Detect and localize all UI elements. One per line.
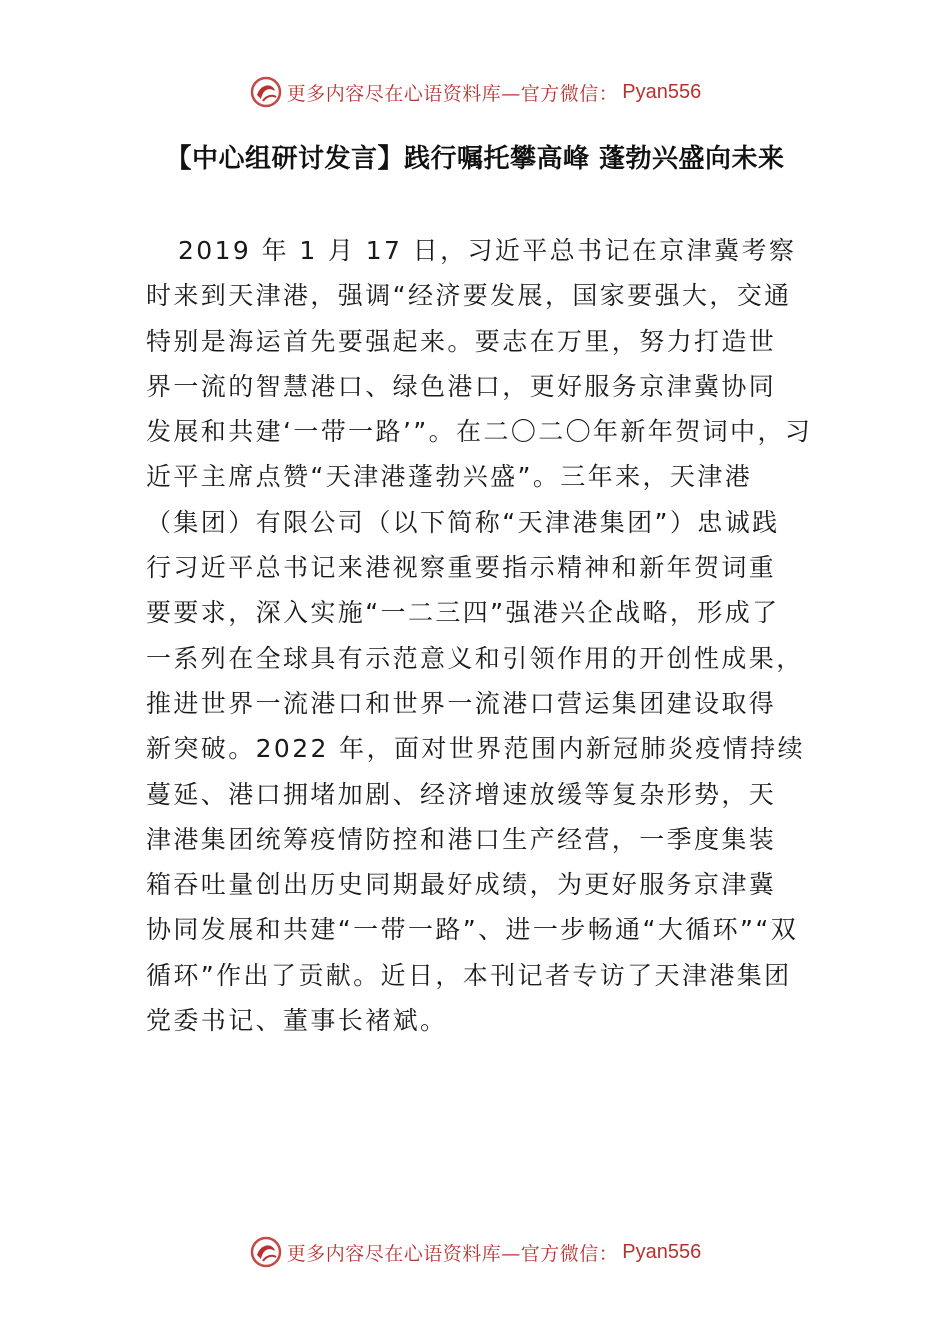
- footer-wechat-id: Pyan556: [622, 1240, 702, 1263]
- footer-brand: [249, 1235, 701, 1269]
- paragraph-line: 推进世界一流港口和世界一流港口营运集团建设取得: [146, 688, 777, 718]
- paragraph-line: 一系列在全球具有示范意义和引领作用的开创性成果，: [146, 643, 804, 673]
- paragraph-line: 特别是海运首先要强起来。要志在万里，努力打造世: [146, 326, 777, 356]
- page-footer: [0, 1232, 950, 1272]
- document-title: 【中心组研讨发言】践行嘱托攀高峰 蓬勃兴盛向未来: [165, 144, 785, 174]
- document-body: [146, 228, 813, 1043]
- paragraph-line: （集团）有限公司（以下简称“天津港集团”）忠诚践: [146, 507, 780, 537]
- paragraph-line: 要要求，深入实施“一二三四”强港兴企战略，形成了: [146, 598, 780, 628]
- paragraph-line: 循环”作出了贡献。近日，本刊记者专访了天津港集团: [146, 960, 792, 990]
- paragraph-line: 蔓延、港口拥堵加剧、经济增速放缓等复杂形势，天: [146, 779, 777, 809]
- paragraph-line: 行习近平总书记来港视察重要指示精神和新年贺词重: [146, 553, 777, 583]
- red-swirl-logo-icon: [249, 1235, 283, 1269]
- red-swirl-logo-icon: [249, 75, 283, 109]
- paragraph-line: 界一流的智慧港口、绿色港口，更好服务京津冀协同: [146, 371, 777, 401]
- page-header: [0, 72, 950, 112]
- paragraph-line: 时来到天津港，强调“经济要发展，国家要强大，交通: [146, 281, 792, 311]
- paragraph-line: 新突破。2022 年，面对世界范围内新冠肺炎疫情持续: [146, 734, 805, 764]
- paragraph-line: 发展和共建‘一带一路’”。在二〇二〇年新年贺词中，习: [146, 417, 813, 447]
- footer-brand-text: 更多内容尽在心语资料库—官方微信：: [286, 1242, 619, 1265]
- paragraph-line: 箱吞吐量创出历史同期最好成绩，为更好服务京津冀: [146, 870, 777, 900]
- header-brand: [249, 75, 701, 109]
- paragraph-line: 津港集团统筹疫情防控和港口生产经营，一季度集装: [146, 824, 777, 854]
- paragraph-line: 党委书记、董事长褚斌。: [146, 1006, 448, 1036]
- paragraph-line: 协同发展和共建“一带一路”、进一步畅通“大循环”“双: [146, 915, 799, 945]
- header-wechat-id: Pyan556: [622, 80, 702, 103]
- paragraph-line: 近平主席点赞“天津港蓬勃兴盛”。三年来，天津港: [146, 462, 753, 492]
- header-brand-text: 更多内容尽在心语资料库—官方微信：: [286, 82, 619, 105]
- paragraph-line: 2019 年 1 月 17 日，习近平总书记在京津冀考察: [178, 236, 797, 265]
